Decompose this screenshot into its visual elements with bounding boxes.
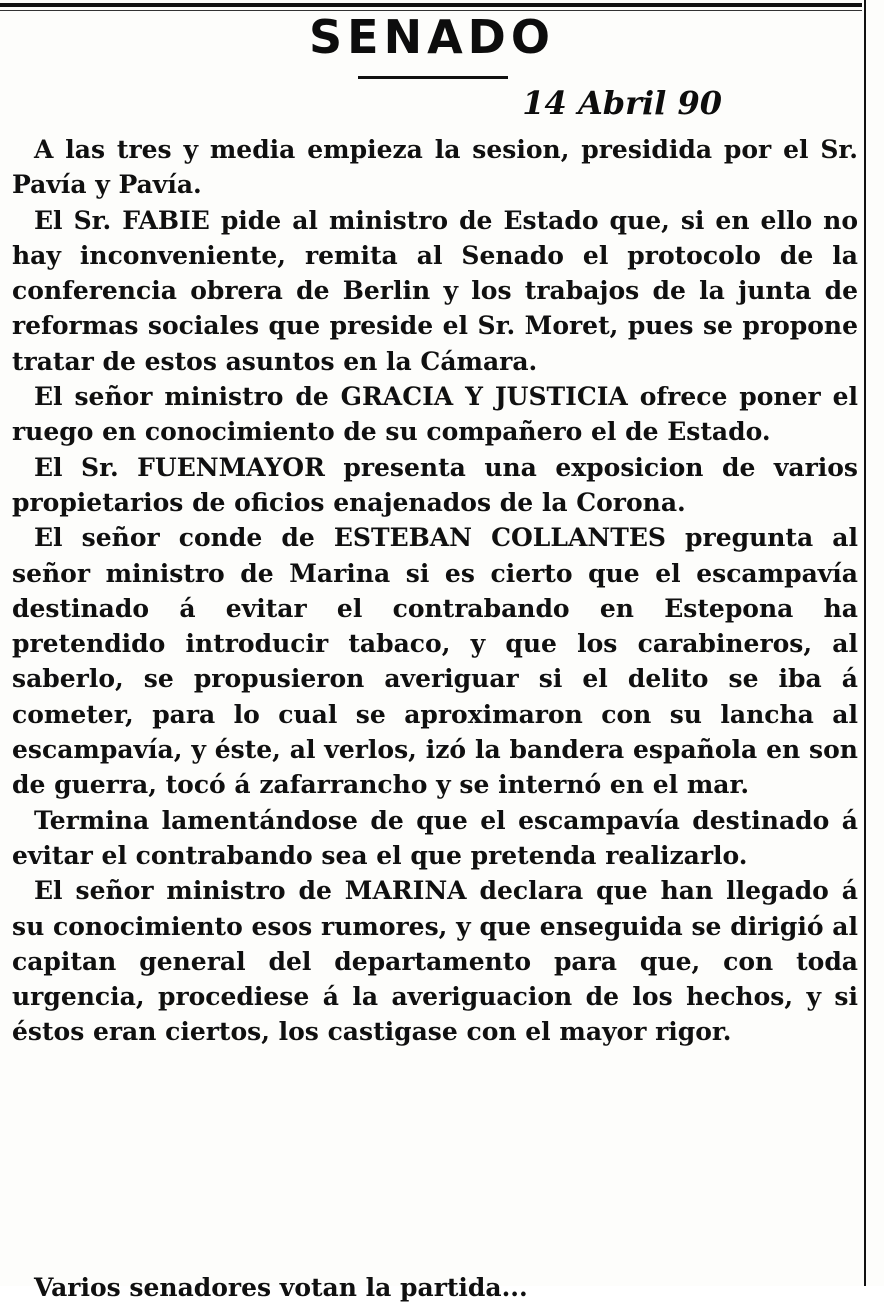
paragraph: El señor ministro de MARINA declara que han llegado á su conocimiento esos rumores, y que enseguida se dirigió al capitan general del departamento para que, con toda urgencia, procediese á la averiguacion de los hechos, y si éstos eran ciertos, los castigase con el mayor rigor. [12, 876, 858, 1047]
paragraph: El Sr. FABIE pide al ministro de Estado que, si en ello no hay inconveniente, remita al Senado el protocolo de la conferencia obrera de Berlin y los trabajos de la junta de reformas sociales que preside el Sr. Moret, pues se propone tratar de estos asuntos en la Cámara. [12, 205, 858, 376]
paragraph: El Sr. FUENMAYOR presenta una exposicion de varios propietarios de oficios enajenados de la Corona. [12, 452, 858, 517]
paragraph: A las tres y media empieza la sesion, presidida por el Sr. Pavía y Pavía. [12, 135, 858, 200]
headline: SENADO [309, 10, 555, 64]
top-border-rule [0, 3, 862, 7]
dateline: 14 Abril 90 [522, 84, 722, 122]
headline-underline [358, 76, 508, 79]
column-rule [864, 0, 866, 1286]
paragraph: El señor conde de ESTEBAN COLLANTES pregunta al señor ministro de Marina si es cierto que el escampavía destinado á evitar el contrabando en Estepona ha pretendido introducir tabaco, y que los carabineros, al saberlo, se propusieron averiguar si el delito se iba á cometer, para lo cual se aproximaron con su lancha al escampavía, y éste, al verlos, izó la bandera española en son de guerra, tocó á zafarrancho y se internó en el mar. [12, 523, 858, 800]
cut-off-line: Varios senadores votan la partida... [34, 1273, 528, 1302]
paragraph: El señor ministro de GRACIA Y JUSTICIA ofrece poner el ruego en conocimiento de su compañero el de Estado. [12, 382, 858, 447]
article-body [12, 132, 858, 1050]
paragraph: Termina lamentándose de que el escampavía destinado á evitar el contrabando sea el que pretenda realizarlo. [12, 805, 858, 870]
